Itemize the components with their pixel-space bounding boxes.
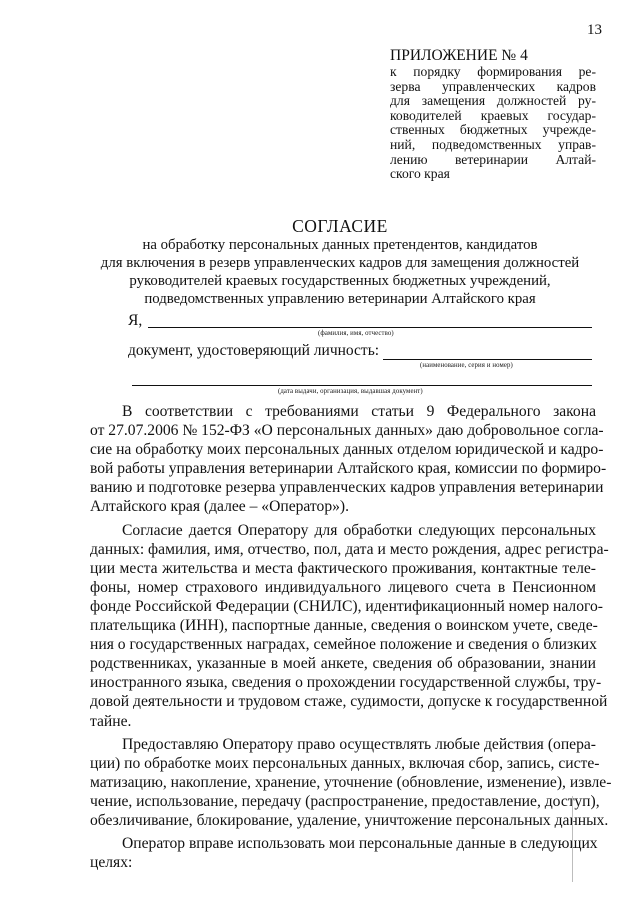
text-line: иностранного языка, сведения о прохождении государственной службы, тру- bbox=[90, 674, 602, 692]
paragraph bbox=[90, 521, 609, 731]
appendix-line: ственных бюджетных учрежде- bbox=[390, 122, 596, 138]
appendix-line: лению ветеринарии Алтай- bbox=[390, 151, 596, 167]
document-fill-line[interactable] bbox=[383, 359, 592, 360]
text-line: ванию и подготовке резерва управленческих кадров управления ветеринарии bbox=[90, 479, 604, 497]
text-line: довой деятельности и трудовом стаже, судимости, допуске к государственной bbox=[90, 693, 608, 711]
text-line: В соответствии с требованиями статьи 9 Федерального закона bbox=[122, 403, 596, 420]
appendix-line: зерва управленческих кадров bbox=[390, 78, 596, 94]
name-caption: (фамилия, имя, отчество) bbox=[318, 330, 394, 337]
document-label: документ, удостоверяющий личность: bbox=[128, 342, 380, 359]
heading-line: для включения в резерв управленческих кадров для замещения должностей bbox=[100, 255, 580, 271]
appendix-line: ского края bbox=[390, 166, 450, 182]
text-line: ции места жительства и места фактического проживания, контактные теле- bbox=[90, 559, 596, 577]
document-caption: (наименование, серия и номер) bbox=[420, 362, 513, 369]
appendix-line: для замещения должностей ру- bbox=[390, 93, 596, 109]
margin-scan-mark bbox=[572, 796, 573, 882]
name-label: Я, bbox=[128, 312, 143, 329]
text-line: от 27.07.2006 № 152-ФЗ «О персональных данных» даю добровольное согла- bbox=[90, 422, 604, 440]
heading-line: на обработку персональных данных претендентов, кандидатов bbox=[142, 237, 538, 253]
text-line: фонде Российской Федерации (СНИЛС), идентификационный номер налого- bbox=[90, 597, 603, 615]
text-line: ции) по обработке моих персональных данных, включая сбор, запись, систе- bbox=[90, 754, 600, 772]
appendix-line: ний, подведомственных управ- bbox=[390, 136, 596, 152]
paragraph bbox=[90, 735, 612, 830]
consent-title: СОГЛАСИЕ bbox=[292, 216, 388, 236]
issue-fill-line[interactable] bbox=[132, 385, 592, 386]
appendix-block bbox=[390, 48, 596, 182]
text-line: целях: bbox=[90, 854, 133, 872]
consent-body bbox=[90, 402, 612, 876]
text-line: Алтайского края (далее – «Оператор»). bbox=[90, 498, 350, 516]
paragraph bbox=[90, 402, 607, 517]
text-line: Согласие дается Оператору для обработки следующих персональных bbox=[122, 521, 596, 539]
appendix-line: к порядку формирования ре- bbox=[390, 64, 596, 79]
text-line: тайне. bbox=[90, 712, 132, 730]
heading-line: подведомственных управлению ветеринарии Алтайского края bbox=[144, 291, 536, 307]
text-line: Предоставляю Оператору право осуществлять любые действия (опера- bbox=[122, 735, 596, 753]
heading-line: руководителей краевых государственных бюджетных учреждений, bbox=[129, 273, 551, 289]
text-line: Оператор вправе использовать мои персональные данные в следующих bbox=[122, 835, 598, 853]
text-line: вой работы управления ветеринарии Алтайского края, комиссии по формиро- bbox=[90, 460, 607, 478]
text-line: ния о государственных наградах, семейное положение и сведения о близких bbox=[90, 636, 597, 654]
issue-caption: (дата выдачи, организация, выдавшая документ) bbox=[278, 388, 423, 395]
name-fill-line[interactable] bbox=[148, 327, 592, 328]
appendix-line: ководителей краевых государ- bbox=[390, 107, 596, 123]
appendix-title: ПРИЛОЖЕНИЕ № 4 bbox=[390, 47, 528, 64]
text-line: родственниках, указанные в моей анкете, сведения об образовании, знании bbox=[90, 655, 596, 673]
paragraph bbox=[90, 834, 596, 872]
text-line: обезличивание, блокирование, удаление, уничтожение персональных данных. bbox=[90, 811, 609, 829]
text-line: чение, использование, передачу (распространение, предоставление, доступ), bbox=[90, 792, 600, 810]
text-line: данных: фамилия, имя, отчество, пол, дата и место рождения, адрес регистра- bbox=[90, 540, 609, 558]
text-line: плательщика (ИНН), паспортные данные, сведения о воинском учете, сведе- bbox=[90, 617, 598, 635]
text-line: фоны, номер страхового индивидуального лицевого счета в Пенсионном bbox=[90, 578, 596, 596]
page-number: 13 bbox=[587, 22, 602, 38]
text-line: матизацию, накопление, хранение, уточнение (обновление, изменение), извле- bbox=[90, 773, 612, 791]
consent-heading bbox=[70, 216, 610, 308]
text-line: сие на обработку моих персональных данных отделом юридической и кадро- bbox=[90, 441, 604, 459]
